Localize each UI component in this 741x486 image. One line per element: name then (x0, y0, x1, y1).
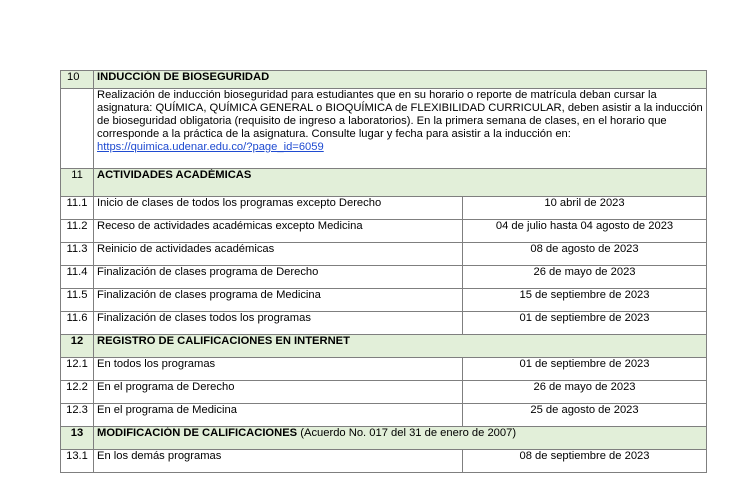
item-number: 11.5 (61, 289, 94, 312)
section-11-title: ACTIVIDADES ACADÉMICAS (94, 169, 707, 197)
item-number: 12.1 (61, 358, 94, 381)
item-date: 25 de agosto de 2023 (463, 404, 707, 427)
item-date: 08 de agosto de 2023 (463, 243, 707, 266)
section-10-text: Realización de inducción bioseguridad para estudiantes que en su horario o reporte de matrícula deban cursar la asignatura: QUÍMICA, QUÍMICA GENERAL o BIOQUÍMICA de FLEXIBILIDAD CURRICULAR, deben asistir a la inducción de bioseguridad obligatoria (requisito de ingreso a laboratorios). En la primera semana de clases, en el horario que corresponde a la práctica de la asignatura. Consulte lugar y fecha para asistir a la inducción en: (97, 89, 703, 140)
section-12-title: REGISTRO DE CALIFICACIONES EN INTERNET (94, 335, 707, 358)
item-label: En todos los programas (94, 358, 463, 381)
section-13-header-row (61, 427, 707, 450)
section-10-number: 10 (61, 71, 94, 89)
section-13-title: MODIFICACIÓN DE CALIFICACIONES (97, 427, 298, 439)
item-date: 04 de julio hasta 04 agosto de 2023 (463, 220, 707, 243)
table-row (61, 289, 707, 312)
academic-calendar-table (60, 70, 707, 473)
table-row (61, 243, 707, 266)
item-number: 11.2 (61, 220, 94, 243)
table-row (61, 312, 707, 335)
section-11-number: 11 (61, 169, 94, 197)
table-row (61, 381, 707, 404)
item-label: Finalización de clases programa de Derecho (94, 266, 463, 289)
item-date: 26 de mayo de 2023 (463, 381, 707, 404)
item-number: 11.6 (61, 312, 94, 335)
item-number: 11.4 (61, 266, 94, 289)
section-12-header-row (61, 335, 707, 358)
table-row (61, 450, 707, 473)
item-label: En los demás programas (94, 450, 463, 473)
item-date: 01 de septiembre de 2023 (463, 358, 707, 381)
item-label: En el programa de Medicina (94, 404, 463, 427)
item-date: 15 de septiembre de 2023 (463, 289, 707, 312)
section-13-number: 13 (61, 427, 94, 450)
section-13-title-cell (94, 427, 707, 450)
section-12-number: 12 (61, 335, 94, 358)
table-row (61, 358, 707, 381)
item-number: 12.3 (61, 404, 94, 427)
section-10-header-row (61, 71, 707, 89)
item-number: 11.1 (61, 197, 94, 220)
item-label: En el programa de Derecho (94, 381, 463, 404)
item-date: 01 de septiembre de 2023 (463, 312, 707, 335)
item-label: Finalización de clases programa de Medicina (94, 289, 463, 312)
table-row (61, 266, 707, 289)
section-10-text-row (61, 89, 707, 169)
item-date: 26 de mayo de 2023 (463, 266, 707, 289)
item-number: 12.2 (61, 381, 94, 404)
section-10-paragraph (94, 89, 707, 169)
item-date: 10 abril de 2023 (463, 197, 707, 220)
item-date: 08 de septiembre de 2023 (463, 450, 707, 473)
section-11-header-row (61, 169, 707, 197)
section-13-title-note: (Acuerdo No. 017 del 31 de enero de 2007) (300, 427, 517, 439)
table-row (61, 197, 707, 220)
item-label: Receso de actividades académicas excepto Medicina (94, 220, 463, 243)
induction-info-link[interactable]: https://quimica.udenar.edu.co/?page_id=6059 (97, 141, 324, 153)
table-row (61, 220, 707, 243)
section-10-title: INDUCCIÓN DE BIOSEGURIDAD (94, 71, 707, 89)
item-label: Finalización de clases todos los programas (94, 312, 463, 335)
item-number: 11.3 (61, 243, 94, 266)
item-label: Inicio de clases de todos los programas excepto Derecho (94, 197, 463, 220)
item-label: Reinicio de actividades académicas (94, 243, 463, 266)
item-number: 13.1 (61, 450, 94, 473)
table-row (61, 404, 707, 427)
empty-cell (61, 89, 94, 169)
